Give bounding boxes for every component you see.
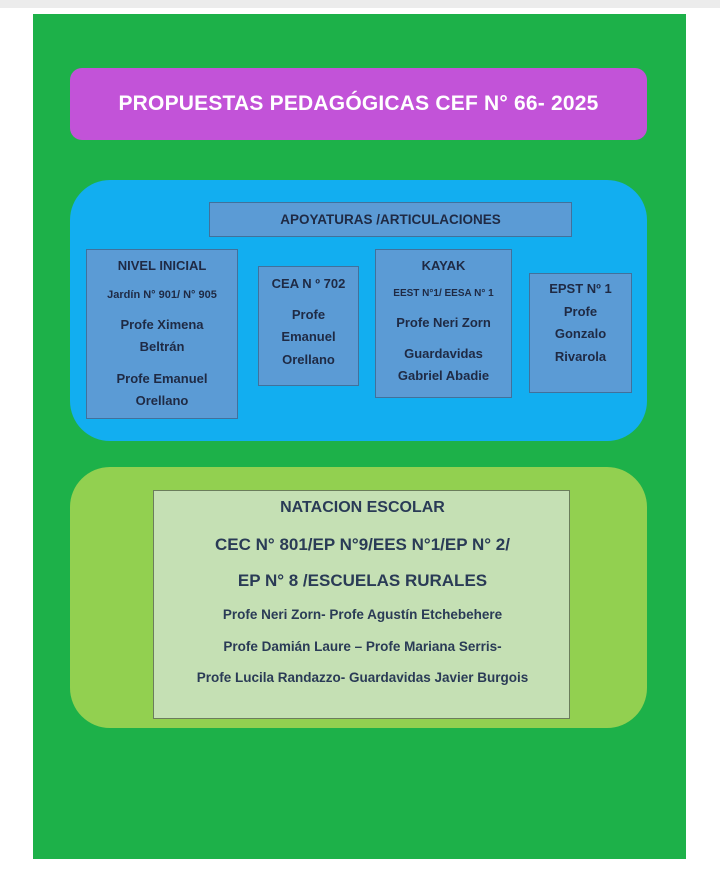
kayak-guard-line2: Gabriel Abadie — [397, 368, 490, 383]
kayak-teacher: Profe Neri Zorn — [396, 315, 491, 330]
cea-line3: Orellano — [282, 352, 335, 367]
nivel-inicial-teacher1-line1: Profe Ximena — [120, 317, 204, 332]
kayak-box — [375, 249, 512, 398]
cea-line2: Emanuel — [281, 329, 336, 344]
cea-heading: CEA N º 702 — [271, 276, 346, 291]
natacion-box — [153, 490, 570, 719]
epst-box — [529, 273, 632, 393]
nivel-inicial-box — [86, 249, 238, 419]
epst-line2: Gonzalo — [554, 326, 607, 341]
kayak-heading: KAYAK — [421, 258, 466, 273]
epst-line1: Profe — [563, 304, 598, 319]
epst-line3: Rivarola — [554, 349, 607, 364]
nivel-inicial-heading: NIVEL INICIAL — [117, 258, 207, 273]
natacion-schools-line2: EP N° 8 /ESCUELAS RURALES — [237, 571, 488, 590]
top-divider — [0, 0, 720, 8]
natacion-schools-line1: CEC N° 801/EP N°9/EES N°1/EP N° 2/ — [215, 535, 510, 554]
cea-box — [258, 266, 359, 386]
nivel-inicial-teacher2-line1: Profe Emanuel — [116, 371, 208, 386]
natacion-staff-line1: Profe Neri Zorn- Profe Agustín Etchebehere — [222, 607, 503, 622]
natacion-staff-line2: Profe Damián Laure – Profe Mariana Serris- — [223, 639, 502, 654]
kayak-school: EEST N°1/ EESA N° 1 — [393, 288, 494, 299]
title-banner — [70, 68, 647, 140]
nivel-inicial-school: Jardín N° 901/ N° 905 — [107, 289, 217, 301]
natacion-heading: NATACION ESCOLAR — [280, 499, 445, 516]
kayak-guard-line1: Guardavidas — [404, 346, 483, 361]
nivel-inicial-teacher2-line2: Orellano — [135, 393, 189, 408]
apoyaturas-heading-box — [209, 202, 572, 237]
cea-line1: Profe — [291, 307, 326, 322]
apoyaturas-heading: APOYATURAS /ARTICULACIONES — [280, 212, 501, 227]
natacion-staff-line3: Profe Lucila Randazzo- Guardavidas Javier Burgois — [196, 670, 529, 685]
epst-heading: EPST Nº 1 — [549, 281, 612, 296]
nivel-inicial-teacher1-line2: Beltrán — [139, 339, 185, 354]
page-title: PROPUESTAS PEDAGÓGICAS CEF N° 66- 2025 — [118, 92, 599, 115]
